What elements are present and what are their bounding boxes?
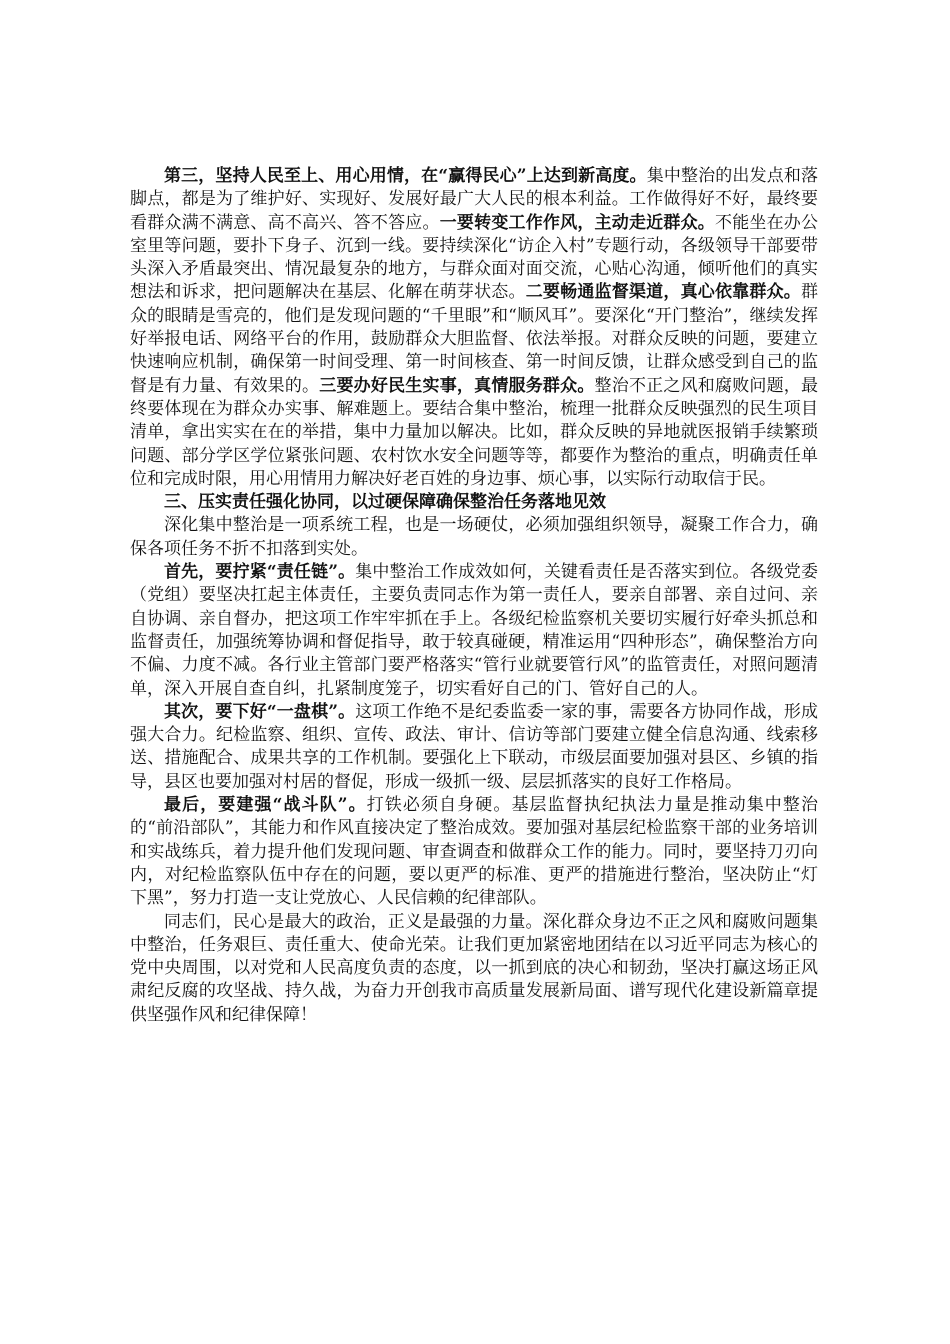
- text-run: 这项工作绝不是纪委监委一家的事，需要各方协同作战，形成强大合力。纪检监察、组织、宣传、政法、审计、信访等部门要建立健全信息沟通、线索移送、措施配合、成果共享的工作机制。要强化上下联动，市级层面要加强对县区、乡镇的指导，县区也要加强对村居的督促，形成一级抓一级、层层抓落实的良好工作格局。: [130, 701, 819, 792]
- paragraph: [130, 165, 818, 491]
- text-run: 整治不正之风和腐败问题，最终要体现在为群众办实事、解难题上。要结合集中整治，梳理一批群众反映强烈的民生项目清单，拿出实实在在的举措，集中力量加以解决。比如，群众反映的异地就医报销手续繁琐问题、部分学区学位紧张问题、农村饮水安全问题等等，都要作为整治的重点，明确责任单位和完成时限，用心用情用力解决好老百姓的身边事、烦心事，以实际行动取信于民。: [130, 375, 819, 489]
- paragraph: [130, 911, 818, 1027]
- paragraph: [130, 794, 818, 910]
- bold-phrase: 三要办好民生实事，真情服务群众。: [319, 375, 595, 396]
- bold-phrase: 其次，要下好“一盘棋”。: [164, 701, 356, 722]
- bold-phrase: 第三，坚持人民至上、用心用情，在“赢得民心”上达到新高度。: [164, 166, 647, 186]
- section-heading: [130, 491, 818, 514]
- text-run: 集中整治工作成效如何，关键看责任是否落实到位。各级党委（党组）要坚决扛起主体责任，主要负责同志作为第一责任人，要亲自部署、亲自过问、亲自协调、亲自督办，把这项工作牢牢抓在手上。各级纪检监察机关要切实履行好牵头抓总和监督责任，加强统筹协调和督促指导，敢于较真碰硬，精准运用“四种形态”，确保整治方向不偏、力度不减。各行业主管部门要严格落实“管行业就要管行风”的监管责任，对照问题清单，深入开展自查自纠，扎紧制度笼子，切实看好自己的门、管好自己的人。: [130, 562, 819, 699]
- text-run: 打铁必须自身硬。基层监督执纪执法力量是推动集中整治的“前沿部队”，其能力和作风直接决定了整治成效。要加强对基层纪检监察干部的业务培训和实战练兵，着力提升他们发现问题、审查调查和做群众工作的能力。同时，要坚持刀刃向内，对纪检监察队伍中存在的问题，要以更严的标准、更严的措施进行整治，坚决防止“灯下黑”，努力打造一支让党放心、人民信赖的纪律部队。: [130, 795, 818, 909]
- text-run: 不能坐在办公室里等问题，要扑下身子、沉到一线。要持续深化“访企入村”专题行动，各级领导干部要带头深入矛盾最突出、情况最复杂的地方，与群众面对面交流，心贴心沟通，倾听他们的真实想法和诉求，把问题解决在基层、化解在萌芽状态。: [130, 212, 819, 303]
- bold-phrase: 一要转变工作作风，主动走近群众。: [439, 212, 715, 233]
- paragraph: [130, 514, 818, 561]
- text-run: 同志们，民心是最大的政治，正义是最强的力量。深化群众身边不正之风和腐败问题集中整治，任务艰巨、责任重大、使命光荣。让我们更加紧密地团结在以习近平同志为核心的党中央周围，以对党和人民高度负责的态度，以一抓到底的决心和韧劲，坚决打赢这场正风肃纪反腐的攻坚战、持久战，为奋力开创我市高质量发展新局面、谱写现代化建设新篇章提供坚强作风和纪律保障！: [130, 911, 818, 1025]
- text-run: 群众的眼睛是雪亮的，他们是发现问题的“千里眼”和“顺风耳”。要深化“开门整治”，继续发挥好举报电话、网络平台的作用，鼓励群众大胆监督、依法举报。对群众反映的问题，要建立快速响应机制，确保第一时间受理、第一时间核查、第一时间反馈，让群众感受到自己的监督是有力量、有效果的。: [130, 282, 819, 396]
- bold-phrase: 最后，要建强“战斗队”。: [164, 795, 367, 816]
- bold-phrase: 三、压实责任强化协同，以过硬保障确保整治任务落地见效: [164, 492, 606, 513]
- bold-phrase: 首先，要拧紧“责任链”。: [164, 562, 356, 583]
- document-body: [130, 165, 818, 1027]
- text-run: 集中整治的出发点和落脚点，都是为了维护好、实现好、发展好最广大人民的根本利益。工作做得好不好，最终要看群众满不满意、高不高兴、答不答应。: [130, 166, 819, 233]
- text-run: 深化集中整治是一项系统工程，也是一场硬仗，必须加强组织领导，凝聚工作合力，确保各项任务不折不扣落到实处。: [130, 515, 818, 559]
- bold-phrase: 二要畅通监督渠道，真心依靠群众。: [525, 282, 802, 303]
- paragraph: [130, 701, 818, 794]
- paragraph: [130, 561, 818, 701]
